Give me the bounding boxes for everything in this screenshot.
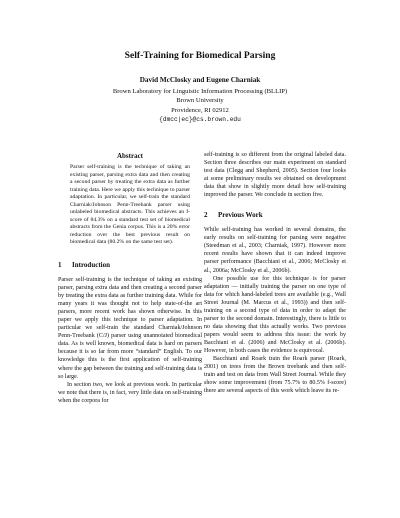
abstract-text: Parser self-training is the technique of taking an existing parser, parsing extra data and then creating a second parser by treating the extra data as further training data. Here we apply this technique to parser adaptation. In particular, we self-train the standard Charniak/Johnson Penn-Treebank parser using unlabeled biomedical abstracts. This achieves an f-score of 84.3% on a standard test set of biomedical abstracts from the Genia corpus. This is a 20% error reduction over the best previous result on biomedical data (80.2% on the same test set). bbox=[70, 164, 190, 246]
intro-paragraph-1: Parser self-training is the technique of taking an existing parser, parsing extra data and then creating a second parser by treating the extra data as further training data. While for many years it was thought not to help state-of-the art parsers, more recent work has shown otherwise. In this paper we apply this technique to parser adaptation. In particular we self-train the standard Charniak/Johnson Penn-Treebank (C/J) parser using unannotated biomedical data. As is well known, biomedical data is hard on parsers because it is so far from more “standard” English. To our knowledge this is the first application of self-training where the gap between the training and self-training data is so large. bbox=[58, 277, 202, 380]
section-heading-previous-work bbox=[204, 210, 346, 220]
intro-paragraph-2: In section two, we look at previous work. In particular we note that there is, in fact, very little data on self-training when the corpora for bbox=[58, 381, 202, 404]
author-email: {dmcc|ec}@cs.brown.edu bbox=[159, 115, 241, 123]
left-column bbox=[58, 151, 202, 405]
section-number: 1 bbox=[58, 261, 62, 270]
section-title: Previous Work bbox=[218, 211, 263, 220]
paper-title: Self-Training for Biomedical Parsing bbox=[124, 50, 276, 61]
section-number: 2 bbox=[204, 211, 208, 220]
section-heading-introduction bbox=[58, 260, 202, 270]
intro-paragraph-continued: self-training is so different from the original labeled data. Section three describes our main experiment on standard test data (Clegg and Shepherd, 2005). Section four looks at some preliminary results we obtained on development data that show in slightly more detail how self-training improved the parser. We conclude in section five. bbox=[204, 152, 346, 199]
paper-authors: David McClosky and Eugene Charniak bbox=[139, 76, 261, 84]
previous-work-paragraph-1: While self-training has worked in several domains, the early results on self-training for parsing were negative (Steedman et al., 2003; Charniak, 1997). However more recent results have shown that it can indeed improve parser performance (Bacchiani et al., 2006; McClosky et al., 2006a; McClosky et al., 2006b). bbox=[204, 227, 346, 274]
affiliation-university: Brown University bbox=[176, 97, 224, 105]
previous-work-paragraph-3: Bacchiani and Roark train the Roark parser (Roark, 2001) on trees from the Brown treebank and then self-train and test on data from Wall Street Journal. While they show some improvement (from 75.7% to 80.5% f-score) there are several aspects of this work which leave its re- bbox=[204, 356, 346, 395]
author-affiliation bbox=[0, 87, 400, 124]
previous-work-paragraph-2: One possible use for this technique is for parser adaptation — initially training the parser on one type of data for which hand-labeled trees are available (e.g., Wall Street Journal (M. Marcus et al., 1993)) and then self-training on a second type of data in order to adapt the parser to the second domain. Interestingly, there is little to no data showing that this actually works. Two previous papers would seem to address this issue: the work by Bacchiani et al. (2006) and McClosky et al. (2006b). However, in both cases the evidence is equivocal. bbox=[204, 275, 346, 354]
right-column bbox=[204, 151, 346, 395]
affiliation-lab: Brown Laboratory for Linguistic Information Processing (BLLIP) bbox=[112, 88, 288, 95]
section-title: Introduction bbox=[72, 261, 110, 270]
affiliation-location: Providence, RI 02912 bbox=[171, 106, 229, 114]
abstract-body bbox=[70, 164, 190, 247]
abstract-heading: Abstract bbox=[116, 152, 144, 160]
